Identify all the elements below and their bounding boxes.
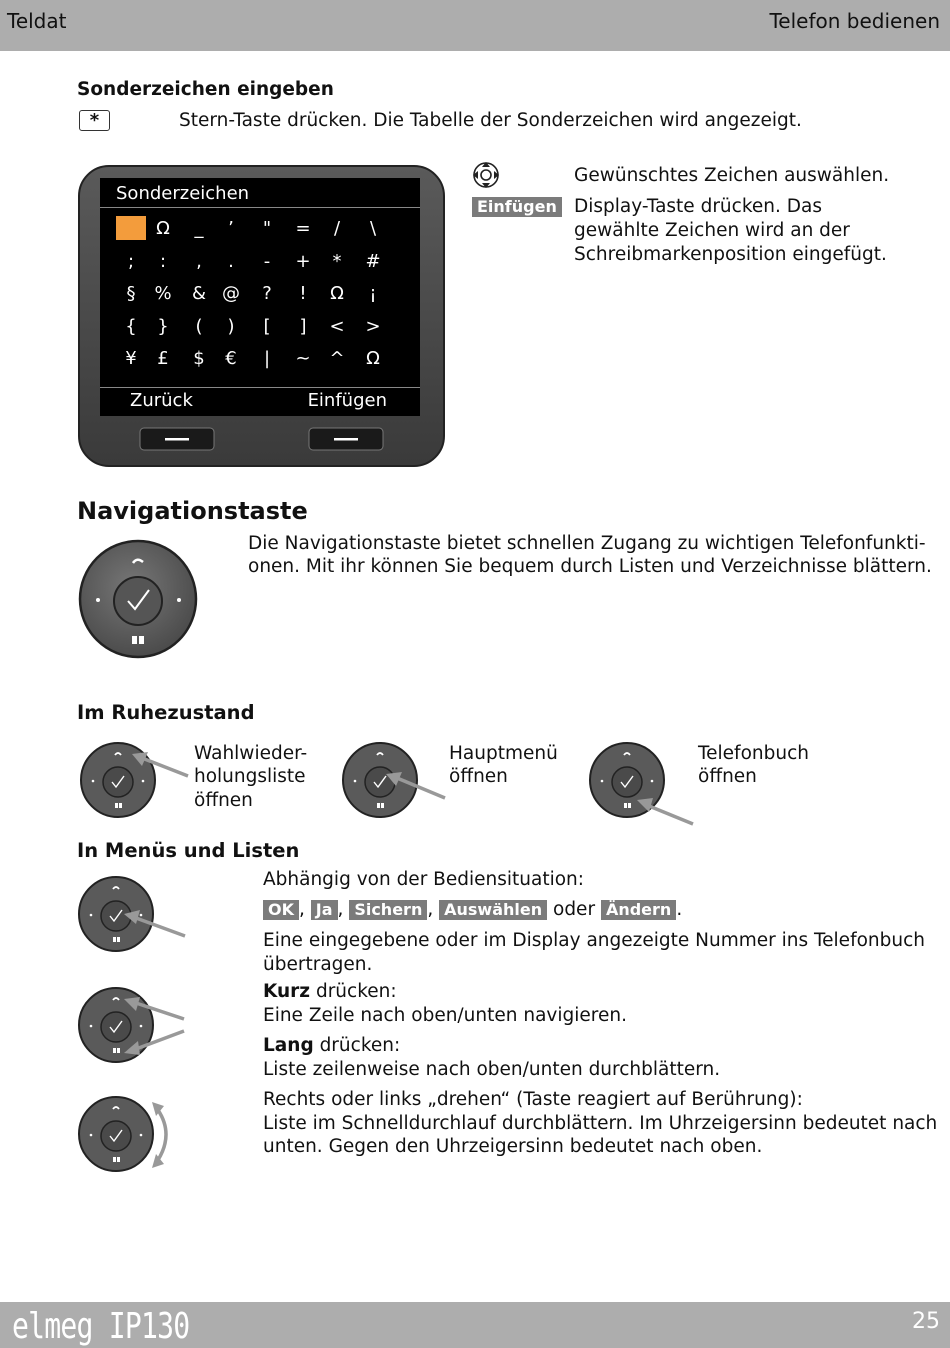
- ruhe-item-2-line-2: öffnen: [449, 766, 508, 787]
- ruhe-item-1-line-3: öffnen: [194, 790, 253, 811]
- ok-softkey: OK: [263, 900, 299, 920]
- navigation-key-large-icon: [78, 539, 198, 659]
- char-row: [116, 346, 406, 379]
- navigation-text-2: onen. Mit ihr können Sie bequem durch Listen und Verzeichnisse blättern.: [248, 556, 932, 577]
- separator: ,: [337, 899, 344, 920]
- ruhe-item-2-line-1: Hauptmenü: [449, 743, 558, 764]
- kurz-line: [263, 980, 397, 1004]
- lang-text: Liste zeilenweise nach oben/unten durchblättern.: [263, 1059, 721, 1080]
- lang-bold: Lang: [263, 1035, 314, 1056]
- page-footer: [0, 1302, 950, 1348]
- phone-screen: [100, 178, 420, 416]
- kurz-bold: Kurz: [263, 981, 311, 1002]
- char-cell[interactable]: §: [126, 283, 136, 304]
- navigation-heading: Navigationstaste: [77, 497, 308, 525]
- char-cell[interactable]: ]: [299, 315, 307, 337]
- kurz-text: Eine Zeile nach oben/unten navigieren.: [263, 1005, 627, 1026]
- sonder-heading: Sonderzeichen eingeben: [77, 79, 334, 100]
- nav-key-down-icon: [589, 740, 701, 828]
- char-cell[interactable]: ¥: [125, 348, 137, 369]
- ruhe-item-1-line-2: holungsliste: [194, 766, 306, 787]
- nav-key-center-icon: [342, 740, 454, 822]
- kurz-rest: drücken:: [310, 981, 397, 1002]
- char-cell[interactable]: ^: [329, 348, 345, 369]
- ja-softkey: Ja: [311, 900, 338, 920]
- page-header: [0, 0, 950, 51]
- char-cell[interactable]: £: [157, 348, 169, 369]
- screen-divider-top: [100, 207, 420, 208]
- brand-logo: elmeg IP130: [12, 1306, 190, 1347]
- char-row: [116, 281, 406, 314]
- char-row: [116, 216, 406, 249]
- char-cell[interactable]: ": [262, 218, 272, 239]
- header-left: Teldat: [7, 9, 67, 33]
- star-text: Stern-Taste drücken. Die Tabelle der Sonderzeichen wird angezeigt.: [179, 110, 802, 131]
- navigation-key-icon: [472, 161, 500, 189]
- rotate-text-3: unten. Gegen den Uhrzeigersinn bedeutet nach oben.: [263, 1136, 763, 1157]
- char-cell[interactable]: #: [365, 250, 381, 272]
- menus-intro: Abhängig von der Bediensituation:: [263, 869, 585, 890]
- char-cell[interactable]: \: [369, 218, 377, 239]
- separator: ,: [427, 899, 434, 920]
- aendern-softkey: Ändern: [601, 900, 676, 920]
- char-cell[interactable]: |: [263, 348, 271, 369]
- char-cell[interactable]: !: [299, 283, 307, 304]
- char-row: [116, 314, 406, 347]
- char-row: [116, 249, 406, 282]
- char-cell[interactable]: ~: [295, 348, 311, 369]
- navigation-text-1: Die Navigationstaste bietet schnellen Zugang zu wichtigen Telefonfunkti-: [248, 533, 926, 554]
- oder-text: oder: [553, 899, 596, 920]
- char-cell[interactable]: +: [295, 250, 311, 272]
- header-right: Telefon bedienen: [769, 9, 940, 33]
- char-cell[interactable]: ,: [196, 250, 202, 272]
- softkey-text-3: Schreibmarkenposition eingefügt.: [574, 244, 887, 265]
- page-number: 25: [912, 1309, 940, 1334]
- char-cell[interactable]: :: [159, 250, 167, 272]
- char-cell[interactable]: (: [195, 315, 203, 337]
- screen-title: Sonderzeichen: [116, 183, 250, 204]
- char-cell[interactable]: {: [125, 315, 137, 337]
- ruhe-item-1-line-1: Wahlwieder-: [194, 743, 308, 764]
- ruhe-heading: Im Ruhezustand: [77, 701, 255, 724]
- nav-key-up-icon: [80, 740, 192, 820]
- char-cell[interactable]: *: [332, 250, 342, 272]
- nav-key-updown-icon: [78, 985, 190, 1067]
- char-cell[interactable]: $: [193, 348, 205, 369]
- menus-softkey-line: [263, 898, 682, 922]
- rotate-text-2: Liste im Schnelldurchlauf durchblättern. Im Uhrzeigersinn bedeutet nach: [263, 1113, 938, 1134]
- char-cell[interactable]: ): [227, 315, 235, 337]
- period: .: [676, 899, 683, 920]
- char-cell[interactable]: }: [157, 315, 169, 337]
- char-cell[interactable]: Ω: [330, 283, 344, 304]
- einfuegen-softkey: Einfügen: [472, 197, 562, 217]
- char-cell[interactable]: .: [228, 250, 234, 272]
- softkey-text-2: gewählte Zeichen wird an der: [574, 220, 850, 241]
- char-cell[interactable]: >: [365, 315, 381, 337]
- char-cell[interactable]: €: [225, 348, 237, 369]
- nav-key-ok-icon: [78, 876, 190, 956]
- auswaehlen-softkey: Auswählen: [439, 900, 547, 920]
- softkey-text-1: Display-Taste drücken. Das: [574, 196, 822, 217]
- transfer-text-1: Eine eingegebene oder im Display angezeigte Nummer ins Telefonbuch: [263, 930, 925, 951]
- ruhe-item-3-line-1: Telefonbuch: [698, 743, 809, 764]
- char-cell[interactable]: _: [194, 218, 204, 239]
- char-cell[interactable]: ¡: [369, 283, 377, 304]
- menus-heading: In Menüs und Listen: [77, 839, 300, 862]
- char-cell[interactable]: &: [191, 283, 207, 304]
- screen-divider-bottom: [100, 387, 420, 388]
- char-cell[interactable]: Ω: [156, 218, 170, 239]
- char-cell[interactable]: [: [263, 315, 271, 337]
- nav-key-rotate-icon: [78, 1094, 190, 1176]
- char-cell[interactable]: %: [154, 283, 172, 304]
- star-key-icon: *: [79, 110, 110, 131]
- rotate-text-1: Rechts oder links „drehen“ (Taste reagiert auf Berührung):: [263, 1089, 803, 1110]
- char-cell[interactable]: -: [263, 250, 271, 272]
- char-cell[interactable]: ;: [127, 250, 135, 272]
- char-cell[interactable]: <: [329, 315, 345, 337]
- softkey-right-label[interactable]: Einfügen: [307, 390, 387, 411]
- char-cell[interactable]: ’: [228, 218, 234, 239]
- char-cell[interactable]: =: [295, 218, 311, 239]
- char-cell[interactable]: ?: [262, 283, 272, 304]
- transfer-text-2: übertragen.: [263, 954, 373, 975]
- sichern-softkey: Sichern: [349, 900, 427, 920]
- char-cell[interactable]: @: [222, 283, 240, 304]
- separator: ,: [299, 899, 305, 920]
- selected-char-cell[interactable]: _: [116, 216, 146, 240]
- nav-select-text: Gewünschtes Zeichen auswählen.: [574, 165, 890, 186]
- char-cell[interactable]: /: [333, 218, 341, 239]
- lang-rest: drücken:: [313, 1035, 401, 1056]
- softkey-left-label[interactable]: Zurück: [130, 390, 193, 411]
- ruhe-item-3-line-2: öffnen: [698, 766, 757, 787]
- char-cell[interactable]: Ω: [366, 348, 380, 369]
- lang-line: [263, 1034, 400, 1058]
- special-char-grid: [116, 216, 406, 379]
